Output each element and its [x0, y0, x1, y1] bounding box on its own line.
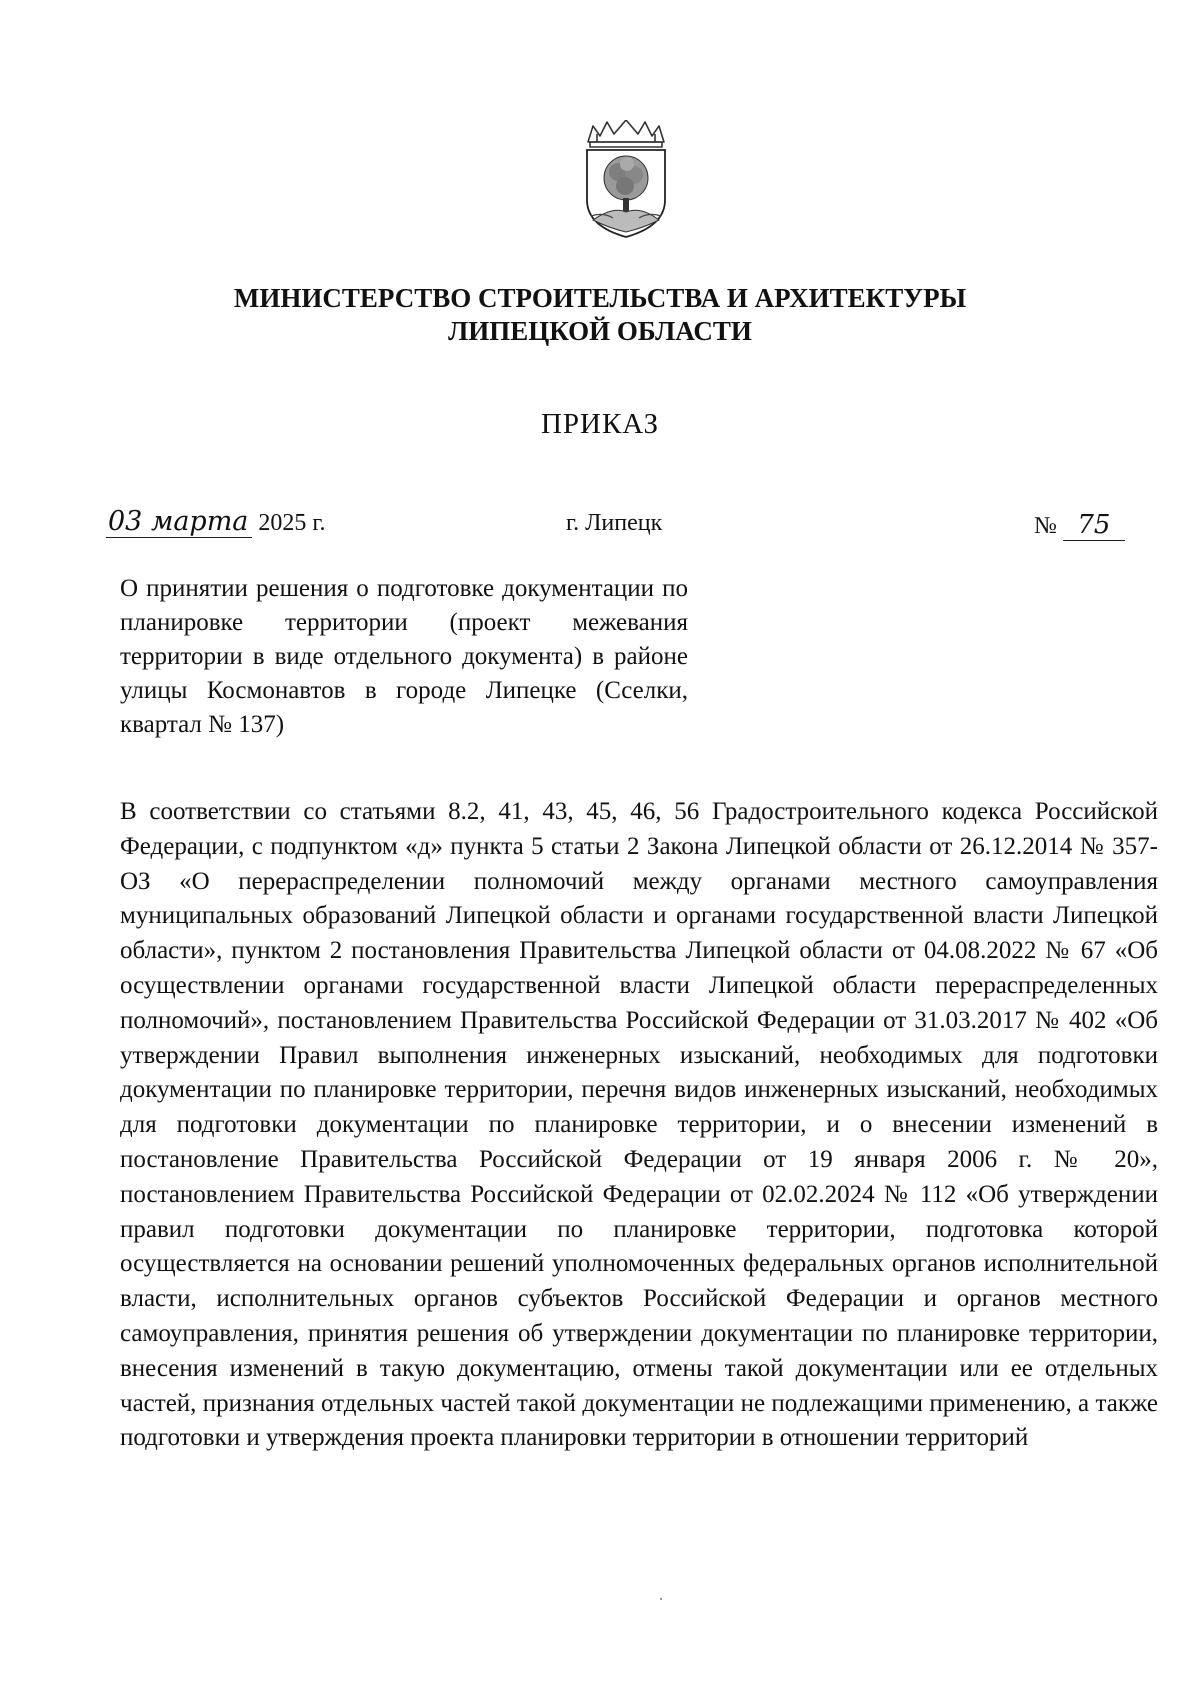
org-name-line-2: ЛИПЕЦКОЙ ОБЛАСТИ	[448, 316, 752, 346]
document-city: г. Липецк	[566, 510, 663, 536]
document-date	[106, 506, 326, 538]
date-handwritten: 03 марта	[106, 506, 252, 538]
number-handwritten: 75	[1063, 510, 1125, 541]
org-name-line-1: МИНИСТЕРСТВО СТРОИТЕЛЬСТВА И АРХИТЕКТУРЫ	[233, 283, 967, 313]
number-label: №	[1034, 513, 1057, 539]
coat-of-arms-emblem	[583, 120, 669, 240]
organization-name	[0, 282, 1200, 348]
document-body-paragraph: В соответствии со статьями 8.2, 41, 43, 45, 46, 56 Градостроительного кодекса Российской Федерации, с подпунктом «д» пункта 5 статьи 2 Закона Липецкой области от 26.12.2014 № 357-ОЗ «О перераспределении полномочий между органами местного самоуправления муниципальных образований Липецкой области и органами государственной власти Липецкой области», пунктом 2 постановления Правительства Липецкой области от 04.08.2022 № 67 «Об осуществлении органами государственной власти Липецкой области перераспределенных полномочий», постановлением Правительства Российской Федерации от 31.03.2017 № 402 «Об утверждении Правил выполнения инженерных изысканий, необходимых для подготовки документации по планировке территории, перечня видов инженерных изысканий, необходимых для подготовки документации по планировке территории, и о внесении изменений в постановление Правительства Российской Федерации от 19 января 2006 г. № 20», постановлением Правительства Российской Федерации от 02.02.2024 № 112 «Об утверждении правил подготовки документации по планировке территории, подготовка которой осуществляется на основании решений уполномоченных федеральных органов исполнительной власти, исполнительных органов субъектов Российской Федерации и органов местного самоуправления, принятия решения об утверждении документации по планировке территории, внесения изменений в такую документацию, отмены такой документации или ее отдельных частей, признания отдельных частей такой документации не подлежащими применению, а также подготовки и утверждения проекта планировки территории в отношении территорий	[120, 798, 1158, 1452]
document-subject: О принятии решения о подготовке документации по планировке территории (проект межевания территории в виде отдельного документа) в районе улицы Космонавтов в городе Липецке (Сселки, квартал № 137)	[120, 575, 688, 738]
document-number	[1034, 510, 1125, 541]
scan-speck	[660, 1598, 662, 1600]
document-type-title: ПРИКАЗ	[540, 408, 660, 440]
date-year: 2025 г.	[258, 510, 326, 536]
document-meta-row	[0, 500, 1200, 550]
